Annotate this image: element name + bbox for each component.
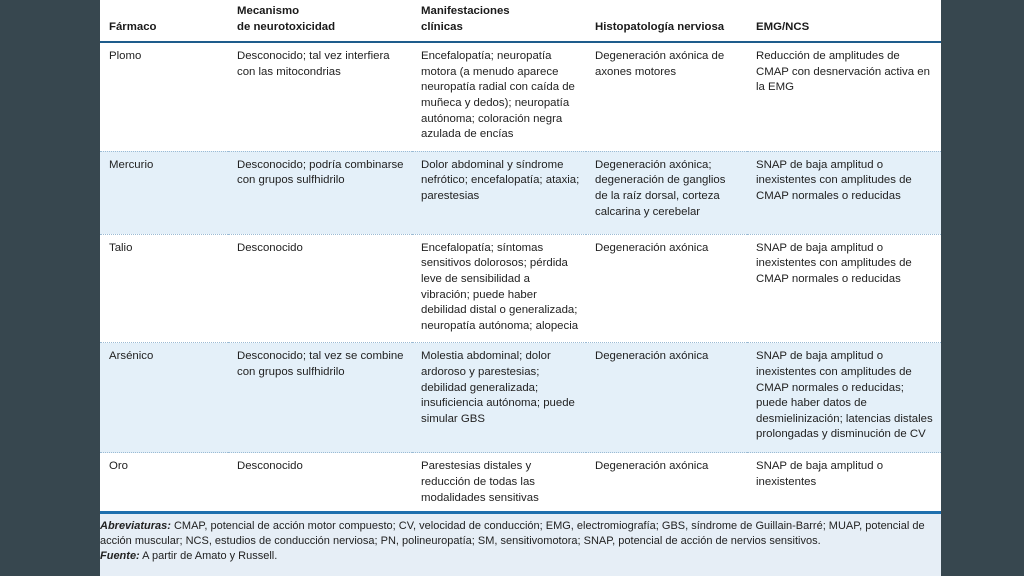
- cell-manifestations: Encefalopatía; síntomas sensitivos dolorosos; pérdida leve de sensibilidad a vibración; puede haber debilidad distal o generalizada; neuropatía autónoma; alopecia: [412, 234, 586, 343]
- abbreviations-text: CMAP, potencial de acción motor compuesto; CV, velocidad de conducción; EMG, electromiografía; GBS, síndrome de Guillain-Barré; MUAP, potencial de acción muscular; NCS, estudios de conducción nerviosa; PN, polineuropatía; SM, sensitivomotora; SNAP, potencial de acción de nervios sensitivos.: [100, 520, 925, 547]
- cell-emg: SNAP de baja amplitud o inexistentes con amplitudes de CMAP normales o reducidas: [747, 234, 941, 343]
- cell-manifestations: Dolor abdominal y síndrome nefrótico; encefalopatía; ataxia; parestesias: [412, 151, 586, 234]
- abbreviations-label: Abreviaturas:: [100, 520, 171, 532]
- cell-mechanism: Desconocido; tal vez se combine con grupos sulfhidrilo: [228, 343, 412, 453]
- source-note: [100, 549, 937, 564]
- header-mechanism-l2: de neurotoxicidad: [237, 20, 336, 33]
- cell-emg: SNAP de baja amplitud o inexistentes: [756, 460, 884, 488]
- cell-mechanism: Desconocido: [237, 460, 303, 473]
- abbreviations-note: [100, 519, 937, 549]
- cell-histopathology: Degeneración axónica; degeneración de ganglios de la raíz dorsal, corteza calcarina y cerebelar: [586, 151, 747, 234]
- cell-drug: Plomo: [100, 42, 228, 151]
- header-emg: EMG/NCS: [747, 0, 941, 42]
- cell-drug: Mercurio: [100, 151, 228, 234]
- header-mechanism: [228, 0, 412, 42]
- cell-manifestations: Parestesias distales y reducción de todas las modalidades sensitivas: [421, 460, 539, 504]
- cell-histopathology: Degeneración axónica: [586, 234, 747, 343]
- table-row-talio: [100, 234, 941, 343]
- cell-mechanism: Desconocido: [228, 234, 412, 343]
- cell-emg: SNAP de baja amplitud o inexistentes con amplitudes de CMAP normales o reducidas: [747, 151, 941, 234]
- header-manifestations-l1: Manifestaciones: [421, 5, 510, 17]
- table-row-mercurio: [100, 151, 941, 234]
- cell-manifestations: Encefalopatía; neuropatía motora (a menudo aparece neuropatía radial con caída de muñeca y dedos); neuropatía autónoma; coloración negra azulada de encías: [412, 42, 586, 151]
- cell-mechanism: Desconocido; tal vez interfiera con las mitocondrias: [228, 42, 412, 151]
- header-mechanism-l1: Mecanismo: [237, 5, 300, 17]
- cell-mechanism: Desconocido; podría combinarse con grupos sulfhidrilo: [228, 151, 412, 234]
- source-label: Fuente:: [100, 550, 140, 562]
- cell-emg: Reducción de amplitudes de CMAP con desnervación activa en la EMG: [747, 42, 941, 151]
- cell-manifestations: Molestia abdominal; dolor ardoroso y parestesias; debilidad generalizada; insuficiencia autónoma; puede simular GBS: [412, 343, 586, 453]
- source-text: A partir de Amato y Russell.: [139, 550, 278, 562]
- header-manifestations: [412, 0, 586, 42]
- cell-drug: Arsénico: [100, 343, 228, 453]
- cell-histopathology: Degeneración axónica: [595, 460, 709, 473]
- header-drug: Fármaco: [100, 0, 228, 42]
- table-row-arsenico: [100, 343, 941, 453]
- cell-drug: Oro: [109, 460, 128, 473]
- neurotoxicity-table: [100, 0, 941, 518]
- header-manifestations-l2: clínicas: [421, 20, 463, 33]
- table-footnote: [100, 511, 941, 576]
- table-page: [100, 0, 941, 576]
- table-row-plomo: [100, 42, 941, 151]
- cell-histopathology: Degeneración axónica: [586, 343, 747, 453]
- cell-emg: SNAP de baja amplitud o inexistentes con amplitudes de CMAP normales o reducidas; puede haber datos de desmielinización; latencias distales prolongadas y disminución de CV: [747, 343, 941, 453]
- cell-histopathology: Degeneración axónica de axones motores: [586, 42, 747, 151]
- table-header-row: [100, 0, 941, 42]
- cell-drug: Talio: [100, 234, 228, 343]
- header-histopathology: Histopatología nerviosa: [586, 0, 747, 42]
- table-row-oro: [100, 453, 941, 518]
